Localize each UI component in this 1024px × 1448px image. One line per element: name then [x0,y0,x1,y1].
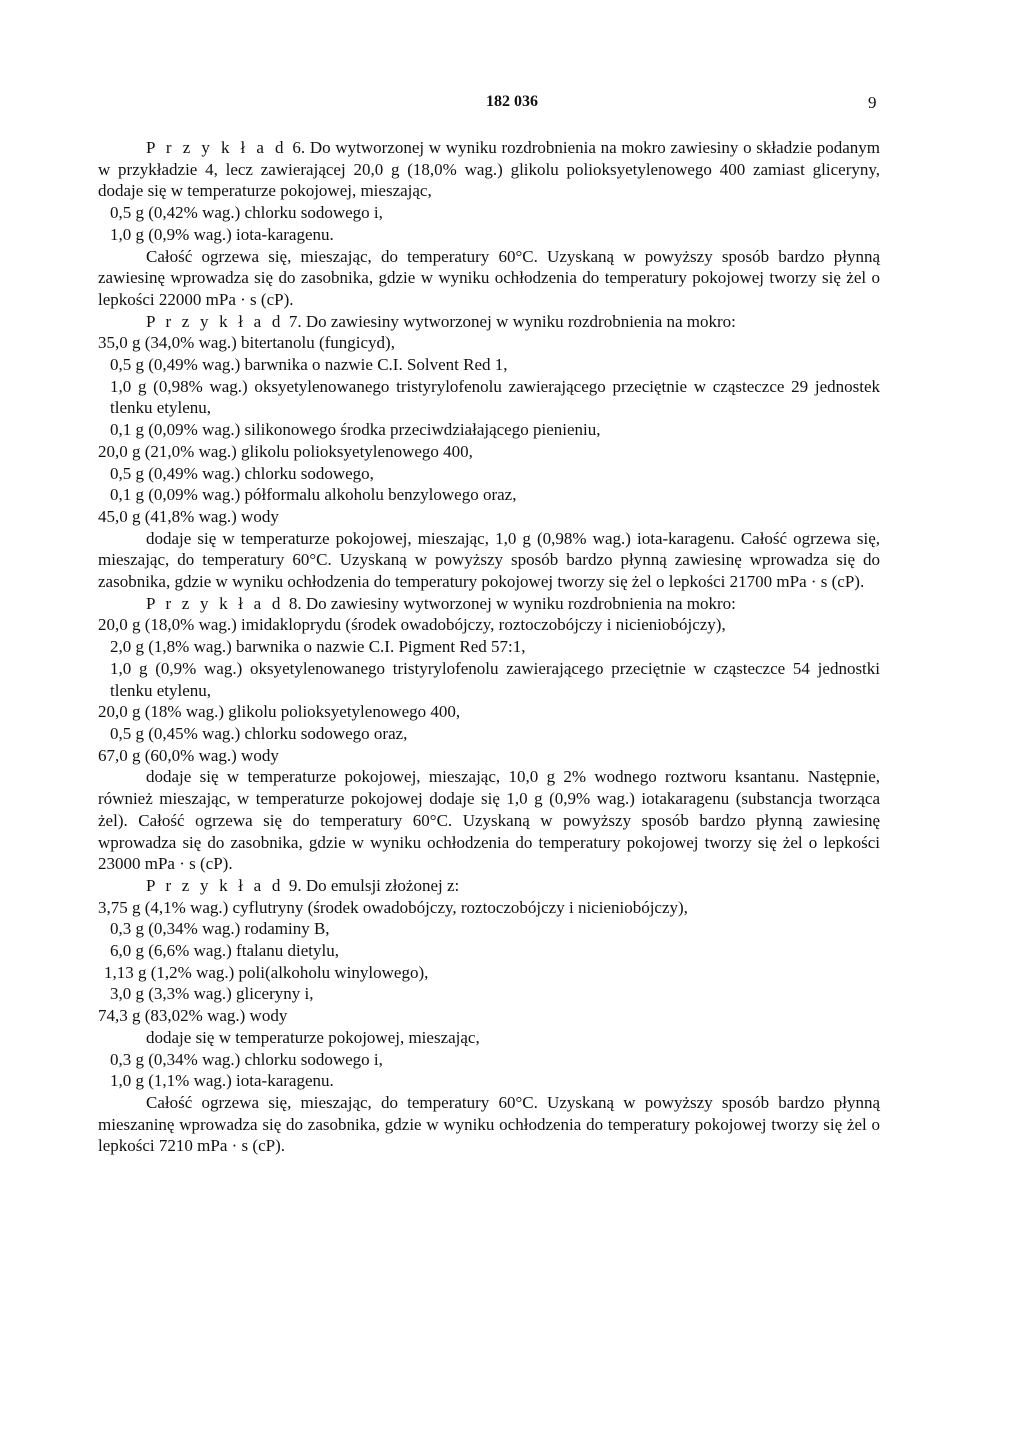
document-number: 182 036 [486,93,538,110]
ingredient-line: 35,0 g (34,0% wag.) bitertanolu (fungicyd), [98,333,395,353]
ingredient-line: 2,0 g (1,8% wag.) barwnika o nazwie C.I. Pigment Red 57:1, [110,637,526,657]
ingredient-line: 20,0 g (21,0% wag.) glikolu polioksyetylenowego 400, [98,441,473,461]
example-label: P r z y k ł a d [146,138,287,157]
ingredient-line: 0,3 g (0,34% wag.) rodaminy B, [110,919,330,939]
ingredient-line: 1,0 g (0,98% wag.) oksyetylenowanego tristyrylofenolu zawierającego przeciętnie w cząsteczce 29 jednostek tlenku etylenu, [110,376,880,418]
example-6-intro-text: 6. Do wytworzonej w wyniku rozdrobnienia na mokro zawiesiny o składzie podanym w przykładzie 4, lecz zawierającej 20,0 g (18,0% wag.) glikolu polioksyetylenowego 400 zamiast gliceryny, dodaje się w temperaturze pokojowej, mieszając, [98,138,880,201]
example-label: P r z y k ł a d [146,875,284,895]
ingredient-line: 1,0 g (1,1% wag.) iota-karagenu. [110,1071,334,1091]
ingredient-line: 0,5 g (0,45% wag.) chlorku sodowego oraz, [110,723,408,743]
example-8-intro [98,593,880,615]
ingredient-line: 0,5 g (0,49% wag.) chlorku sodowego, [110,463,374,483]
example-8-intro-text: 8. Do zawiesiny wytworzonej w wyniku rozdrobnienia na mokro: [284,593,736,613]
ingredient-line: 0,3 g (0,34% wag.) chlorku sodowego i, [110,1049,383,1069]
ingredient-line: 1,0 g (0,9% wag.) oksyetylenowanego tristyrylofenolu zawierającego przeciętnie w cząsteczce 54 jednostki tlenku etylenu, [110,658,880,700]
ingredient-line: 1,0 g (0,9% wag.) iota-karagenu. [110,224,334,244]
example-7-intro [98,311,880,333]
example-label: P r z y k ł a d [146,311,284,331]
example-6-closing: Całość ogrzewa się, mieszając, do temperatury 60°C. Uzyskaną w powyższy sposób bardzo płynną zawiesinę wprowadza się do zasobnika, gdzie w wyniku ochłodzenia do temperatury pokojowej tworzy się żel o lepkości 22000 mPa · s (cP). [98,246,880,309]
example-6-intro [98,137,880,202]
example-9-middle: dodaje się w temperaturze pokojowej, mieszając, [146,1027,480,1047]
ingredient-line: 0,5 g (0,49% wag.) barwnika o nazwie C.I. Solvent Red 1, [110,355,508,375]
ingredient-line: 1,13 g (1,2% wag.) poli(alkoholu winylowego), [104,962,429,982]
example-7-closing: dodaje się w temperaturze pokojowej, mieszając, 1,0 g (0,98% wag.) iota-karagenu. Całość ogrzewa się, mieszając, do temperatury 60°C. Uzyskaną w powyższy sposób bardzo płynną zawiesinę wprowadza się do zasobnika, gdzie w wyniku ochłodzenia do temperatury pokojowej tworzy się żel o lepkości 21700 mPa · s (cP). [98,528,880,592]
ingredient-line: 6,0 g (6,6% wag.) ftalanu dietylu, [110,941,339,961]
ingredient-line: 20,0 g (18% wag.) glikolu polioksyetylenowego 400, [98,702,461,722]
ingredient-line: 74,3 g (83,02% wag.) wody [98,1006,288,1026]
page-header [0,93,1024,117]
ingredient-line: 20,0 g (18,0% wag.) imidakloprydu (środek owadobójczy, roztoczobójczy i nicieniobójczy), [98,615,726,635]
ingredient-line: 0,5 g (0,42% wag.) chlorku sodowego i, [110,203,383,223]
document-body [98,137,880,1157]
ingredient-line: 3,0 g (3,3% wag.) gliceryny i, [110,984,314,1004]
example-7-intro-text: 7. Do zawiesiny wytworzonej w wyniku rozdrobnienia na mokro: [284,311,736,331]
ingredient-line: 3,75 g (4,1% wag.) cyflutryny (środek owadobójczy, roztoczobójczy i nicieniobójczy), [98,897,688,917]
example-9-intro [98,875,880,897]
example-8-closing: dodaje się w temperaturze pokojowej, mieszając, 10,0 g 2% wodnego roztworu ksantanu. Następnie, również mieszając, w temperaturze pokojowej dodaje się 1,0 g (0,9% wag.) iotakaragenu (substancja tworząca żel). Całość ogrzewa się do temperatury 60°C. Uzyskaną w powyższy sposób bardzo płynną zawiesinę wprowadza się do zasobnika, gdzie w wyniku ochłodzenia do temperatury pokojowej tworzy się żel o lepkości 23000 mPa · s (cP). [98,767,880,874]
ingredient-line: 0,1 g (0,09% wag.) silikonowego środka przeciwdziałającego pienieniu, [110,420,601,440]
page-number: 9 [868,93,877,112]
example-label: P r z y k ł a d [146,593,284,613]
ingredient-line: 67,0 g (60,0% wag.) wody [98,745,279,765]
ingredient-line: 0,1 g (0,09% wag.) półformalu alkoholu benzylowego oraz, [110,485,517,505]
ingredient-line: 45,0 g (41,8% wag.) wody [98,506,279,526]
example-9-closing: Całość ogrzewa się, mieszając, do temperatury 60°C. Uzyskaną w powyższy sposób bardzo płynną mieszaninę wprowadza się do zasobnika, gdzie w wyniku ochłodzenia do temperatury pokojowej tworzy się żel o lepkości 7210 mPa · s (cP). [98,1092,880,1156]
example-9-intro-text: 9. Do emulsji złożonej z: [284,875,460,895]
